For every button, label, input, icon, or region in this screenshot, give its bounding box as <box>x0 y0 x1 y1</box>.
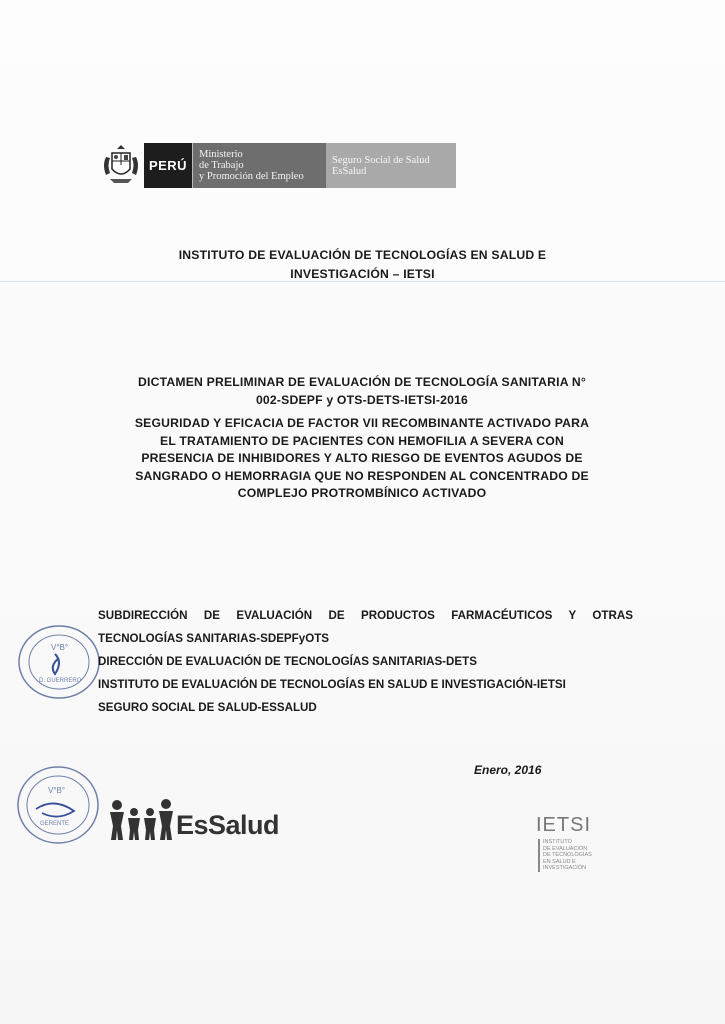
ietsi-logo-subtitle: INSTITUTO DE EVALUACIÓN DE TECNOLOGÍAS EN SALUD E INVESTIGACIÓN <box>538 839 616 872</box>
government-logo-bar <box>98 143 456 188</box>
entity-ietsi: INSTITUTO DE EVALUACIÓN DE TECNOLOGÍAS EN SALUD E INVESTIGACIÓN-IETSI <box>98 678 566 691</box>
essalud-logo <box>108 796 279 840</box>
document-date: Enero, 2016 <box>474 763 542 777</box>
entity-dets: DIRECCIÓN DE EVALUACIÓN DE TECNOLOGÍAS SANITARIAS-DETS <box>98 655 477 668</box>
family-figures-icon <box>108 796 174 840</box>
ministry-label: Ministerio de Trabajo y Promoción del Empleo <box>193 143 326 188</box>
entity-sdepfyots: SUBDIRECCIÓN DE EVALUACIÓN DE PRODUCTOS FARMACÉUTICOS Y OTRAS TECNOLOGÍAS SANITARIAS-SDEPFyOTS <box>98 609 633 645</box>
authoring-entities <box>98 607 633 722</box>
entity-essalud: SEGURO SOCIAL DE SALUD-ESSALUD <box>98 701 317 714</box>
peru-label: PERÚ <box>144 143 193 188</box>
report-title-block <box>92 374 632 503</box>
institute-title: INSTITUTO DE EVALUACIÓN DE TECNOLOGÍAS EN SALUD E INVESTIGACIÓN – IETSI <box>178 248 547 281</box>
ietsi-logo: IETSI INSTITUTO DE EVALUACIÓN DE TECNOLOGÍAS EN SALUD E INVESTIGACIÓN <box>536 815 616 872</box>
svg-text:D. GUERRERO: D. GUERRERO <box>39 678 82 684</box>
svg-text:GERENTE: GERENTE <box>40 821 70 827</box>
svg-text:V°B°: V°B° <box>51 643 69 652</box>
essalud-agency-label: Seguro Social de Salud EsSalud <box>326 143 456 188</box>
svg-text:V°B°: V°B° <box>48 786 66 795</box>
approval-stamp-icon <box>15 622 103 702</box>
essalud-wordmark: EsSalud <box>176 810 280 840</box>
signature-stamp-icon <box>14 763 102 847</box>
report-number: DICTAMEN PRELIMINAR DE EVALUACIÓN DE TECNOLOGÍA SANITARIA N° 002-SDEPF y OTS-DETS-IETSI-2016 <box>138 375 586 407</box>
report-subject: SEGURIDAD Y EFICACIA DE FACTOR VII RECOMBINANTE ACTIVADO PARA EL TRATAMIENTO DE PACIENTES CON HEMOFILIA A SEVERA CON PRESENCIA DE INHIBIDORES Y ALTO RIESGO DE EVENTOS AGUDOS DE SANGRADO O HEMORRAGIA QUE NO RESPONDEN AL CONCENTRADO DE COMPLEJO PROTROMBÍNICO ACTIVADO <box>134 416 590 500</box>
peru-coat-of-arms-icon <box>98 143 144 188</box>
